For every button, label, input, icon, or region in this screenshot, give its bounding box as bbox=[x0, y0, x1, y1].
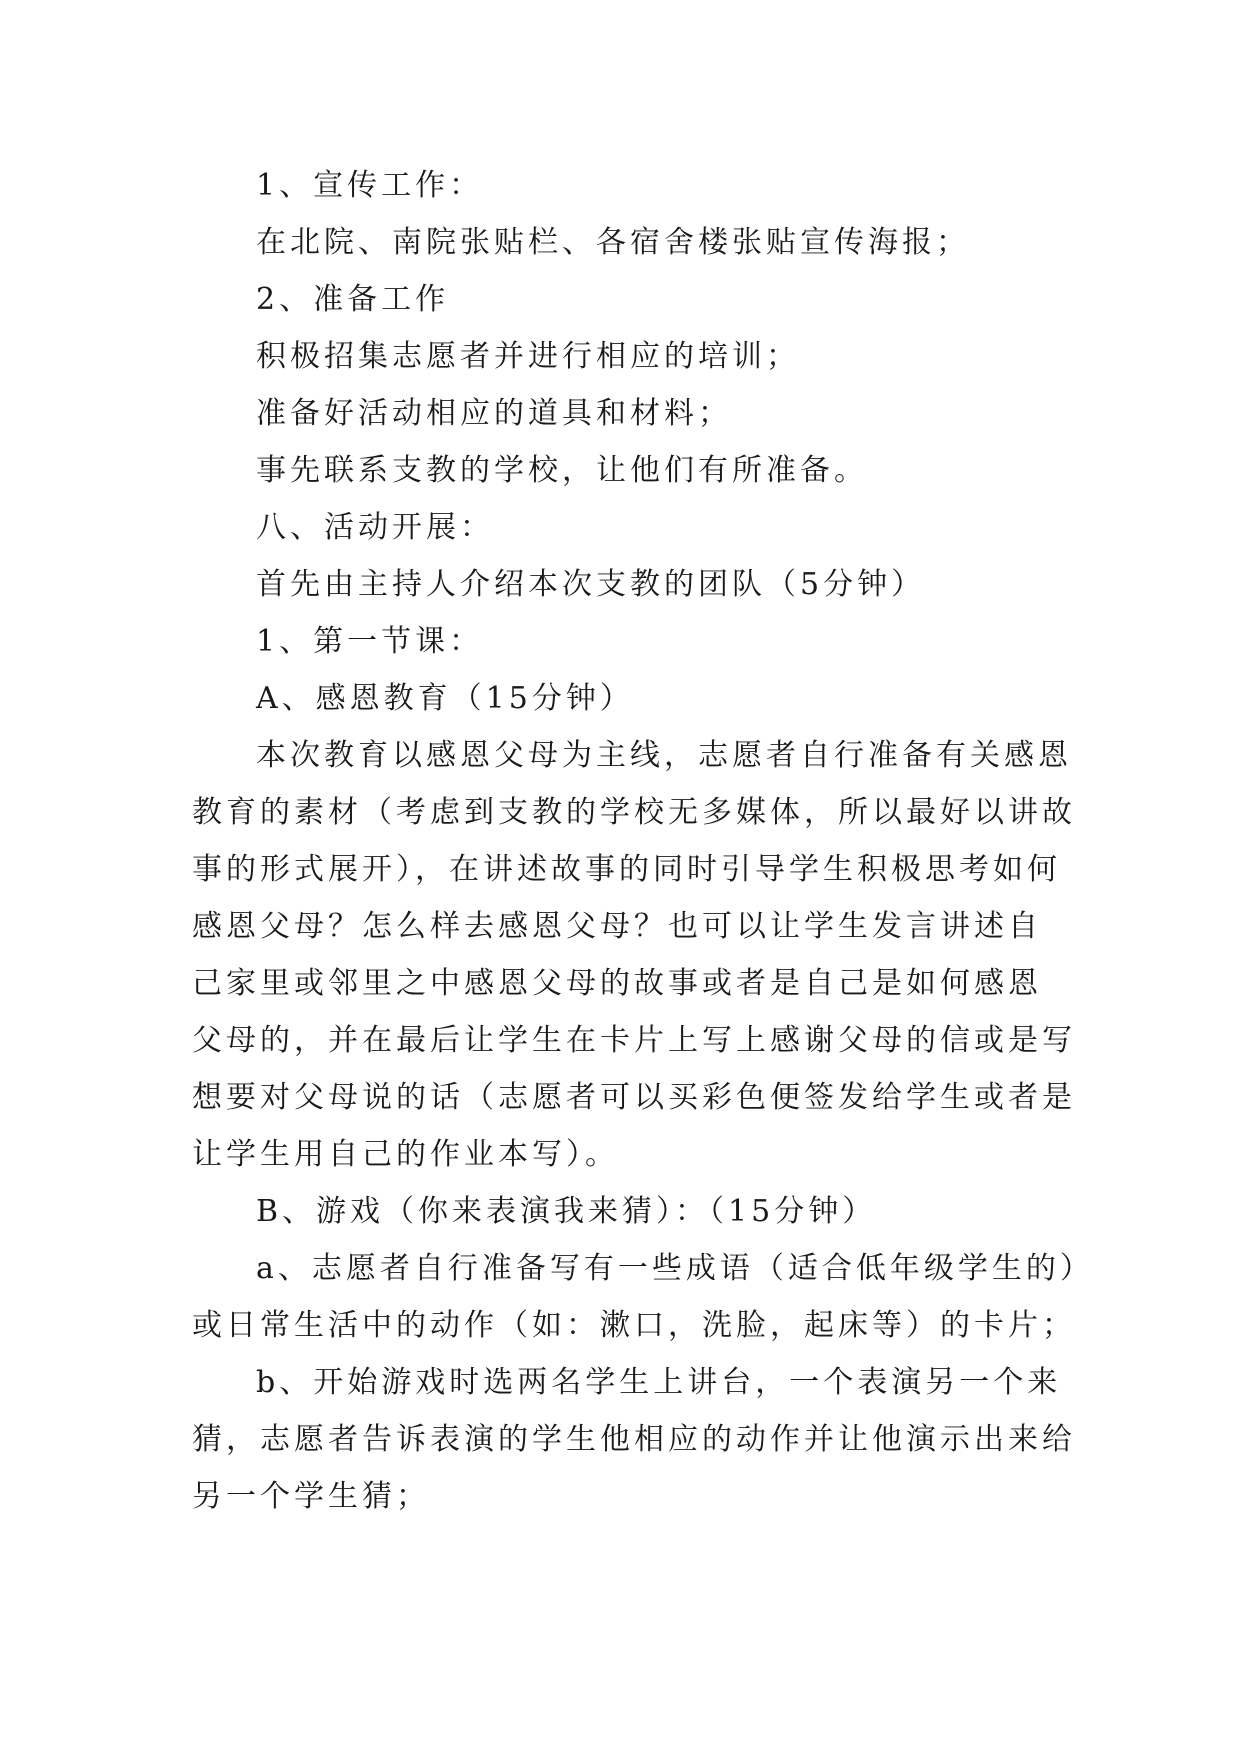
paragraph-line: 父母的，并在最后让学生在卡片上写上感谢父母的信或是写 bbox=[192, 1023, 1076, 1058]
paragraph-line: 事先联系支教的学校，让他们有所准备。 bbox=[256, 453, 868, 488]
heading-gratitude-education: A、感恩教育（15分钟） bbox=[256, 681, 634, 716]
heading-preparation: 2、准备工作 bbox=[256, 282, 450, 317]
paragraph-line: 另一个学生猜； bbox=[192, 1479, 430, 1514]
paragraph-line: 让学生用自己的作业本写）。 bbox=[192, 1137, 619, 1172]
paragraph-line: a、志愿者自行准备写有一些成语（适合低年级学生的） bbox=[256, 1251, 1094, 1286]
paragraph-line: 本次教育以感恩父母为主线，志愿者自行准备有关感恩 bbox=[256, 738, 1072, 773]
heading-first-lesson: 1、第一节课： bbox=[256, 624, 484, 659]
heading-publicity: 1、宣传工作： bbox=[256, 168, 484, 203]
paragraph-line: b、开始游戏时选两名学生上讲台，一个表演另一个来 bbox=[256, 1365, 1062, 1400]
heading-activity: 八、活动开展： bbox=[256, 510, 494, 545]
paragraph-line: 己家里或邻里之中感恩父母的故事或者是自己是如何感恩 bbox=[192, 966, 1042, 1001]
paragraph-line: 首先由主持人介绍本次支教的团队（5分钟） bbox=[256, 567, 926, 602]
paragraph-line: 教育的素材（考虑到支教的学校无多媒体，所以最好以讲故 bbox=[192, 795, 1076, 830]
paragraph-line: 想要对父母说的话（志愿者可以买彩色便签发给学生或者是 bbox=[192, 1080, 1076, 1115]
paragraph-line: 积极招集志愿者并进行相应的培训； bbox=[256, 339, 800, 374]
heading-game: B、游戏（你来表演我来猜）：（15分钟） bbox=[256, 1194, 877, 1229]
paragraph-line: 事的形式展开），在讲述故事的同时引导学生积极思考如何 bbox=[192, 852, 1061, 887]
paragraph-line: 准备好活动相应的道具和材料； bbox=[256, 396, 732, 431]
paragraph-line: 猜，志愿者告诉表演的学生他相应的动作并让他演示出来给 bbox=[192, 1422, 1076, 1457]
paragraph-line: 或日常生活中的动作（如：漱口，洗脸，起床等）的卡片； bbox=[192, 1308, 1076, 1343]
paragraph-line: 感恩父母？怎么样去感恩父母？也可以让学生发言讲述自 bbox=[192, 909, 1042, 944]
paragraph-line: 在北院、南院张贴栏、各宿舍楼张贴宣传海报； bbox=[256, 225, 970, 260]
